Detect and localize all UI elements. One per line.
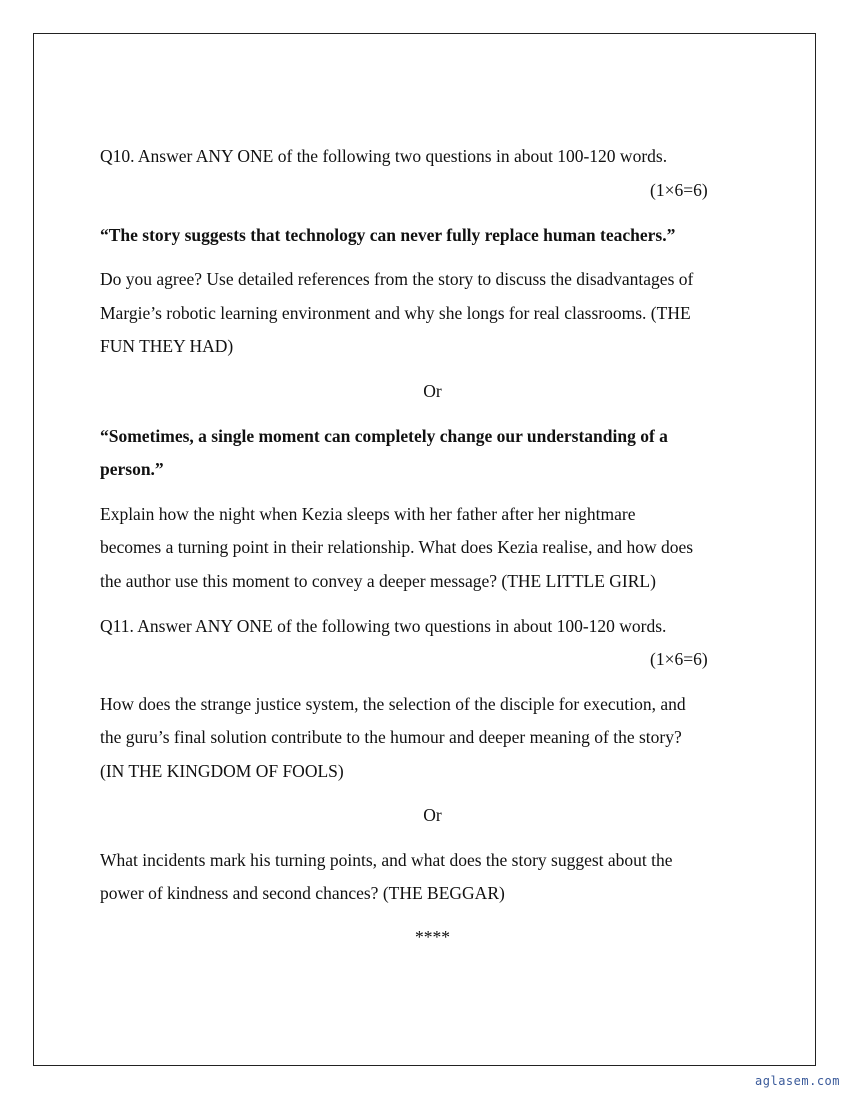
q10-option-a-line-3: FUN THEY HAD) (100, 336, 234, 356)
q11-option-a-line-1: How does the strange justice system, the selection of the disciple for execution, and (100, 694, 686, 714)
q10-or-separator: Or (423, 381, 442, 401)
q11-option-b-line-1: What incidents mark his turning points, and what does the story suggest about the (100, 850, 673, 870)
end-marker: **** (415, 927, 450, 947)
q11-header: Q11. Answer ANY ONE of the following two questions in about 100-120 words. (100, 616, 667, 636)
q10-option-b-quote-line-1: “Sometimes, a single moment can completely change our understanding of a (100, 426, 668, 446)
q10-header: Q10. Answer ANY ONE of the following two questions in about 100-120 words. (100, 146, 668, 166)
q10-option-a-line-1: Do you agree? Use detailed references from the story to discuss the disadvantages of (100, 269, 694, 289)
q10-option-b-line-3: the author use this moment to convey a deeper message? (THE LITTLE GIRL) (100, 571, 656, 591)
q10-marks: (1×6=6) (650, 180, 708, 200)
q10-option-a-line-2: Margie’s robotic learning environment and why she longs for real classrooms. (THE (100, 303, 691, 323)
q10-option-a-quote: “The story suggests that technology can never fully replace human teachers.” (100, 225, 676, 245)
q11-option-a-line-3: (IN THE KINGDOM OF FOOLS) (100, 761, 344, 781)
q11-marks: (1×6=6) (650, 649, 708, 669)
q11-option-a-line-2: the guru’s final solution contribute to the humour and deeper meaning of the story? (100, 727, 682, 747)
watermark: aglasem.com (755, 1074, 840, 1088)
q10-option-b-line-2: becomes a turning point in their relationship. What does Kezia realise, and how does (100, 537, 694, 557)
q10-option-b-quote-line-2: person.” (100, 459, 164, 479)
q11-or-separator: Or (423, 805, 442, 825)
q11-option-b-line-2: power of kindness and second chances? (THE BEGGAR) (100, 883, 505, 903)
q10-option-b-line-1: Explain how the night when Kezia sleeps with her father after her nightmare (100, 504, 636, 524)
